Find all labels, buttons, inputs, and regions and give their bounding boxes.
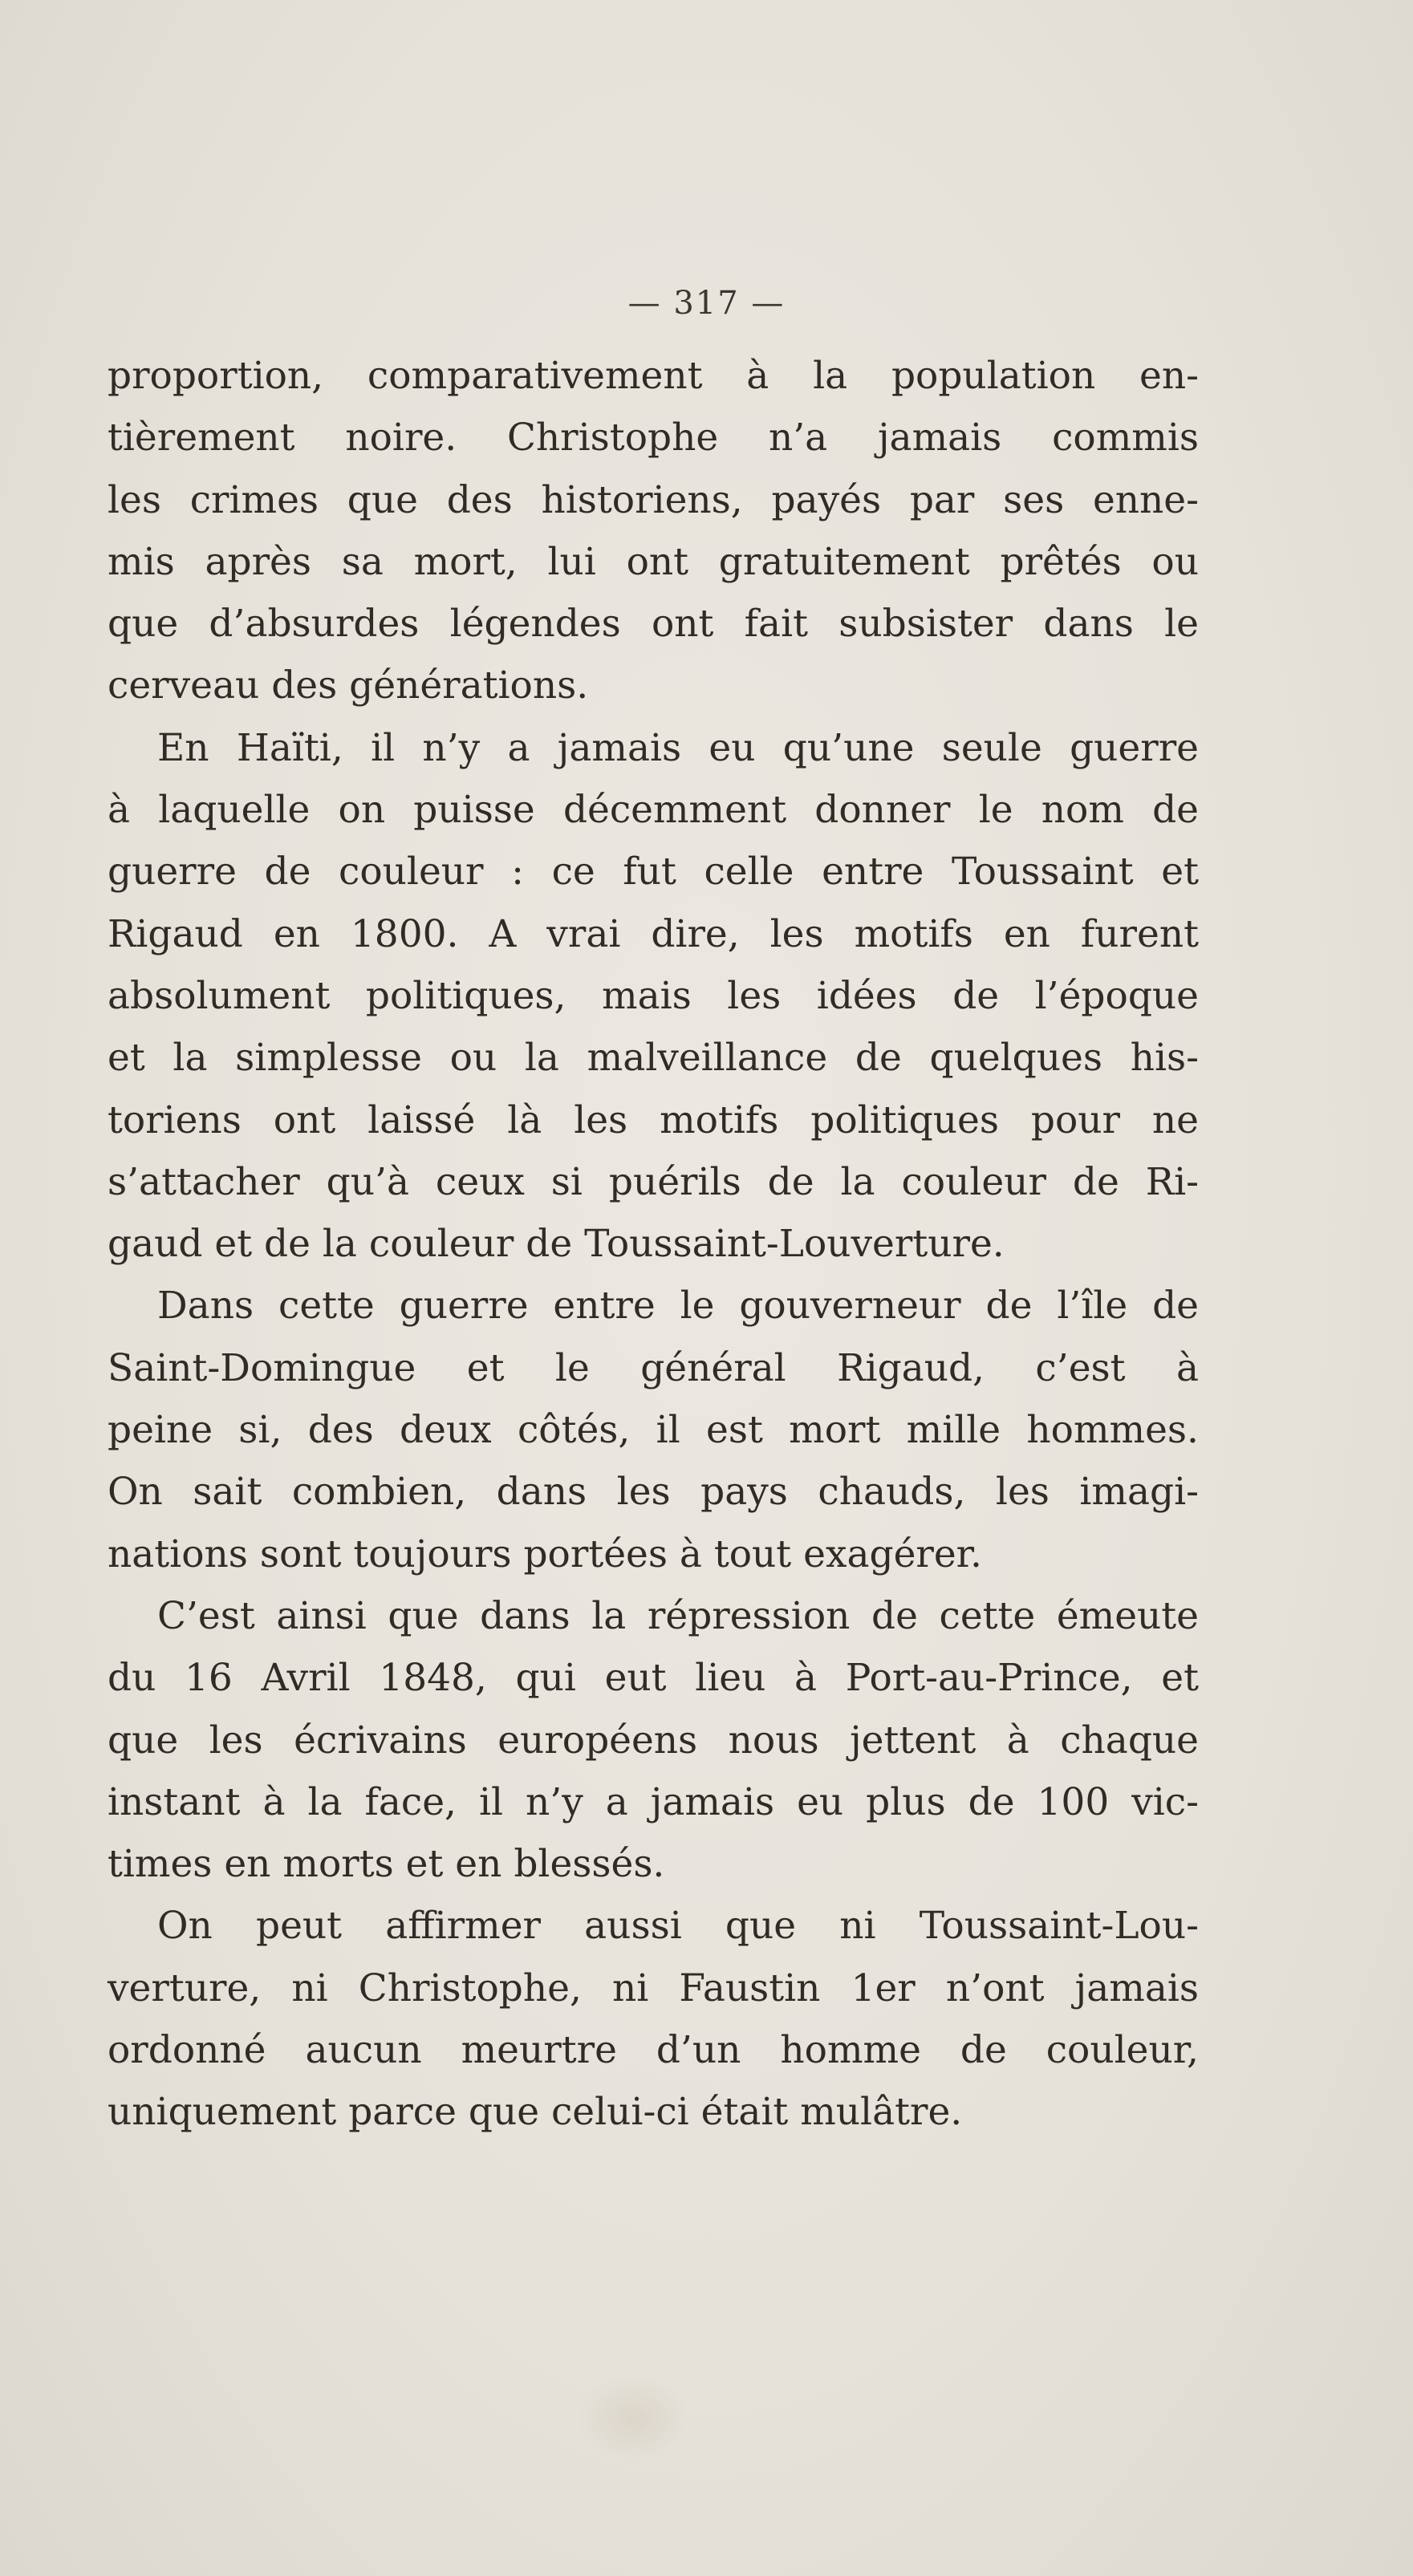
text-line: toriens ont laissé là les motifs politiques pour ne [108,1097,1199,1142]
text-line: verture, ni Christophe, ni Faustin 1er n’ont jamais [108,1965,1199,2010]
text-line: absolument politiques, mais les idées de l’époque [108,973,1199,1018]
text-line: times en morts et en blessés. [108,1842,665,1887]
text-line: et la simplesse ou la malveillance de quelques his- [108,1036,1199,1081]
text-line: mis après sa mort, lui ont gratuitement prêtés ou [108,539,1199,584]
text-line: C’est ainsi que dans la répression de cette émeute [157,1593,1199,1638]
text-line: Saint-Domingue et le général Rigaud, c’est à [108,1345,1199,1390]
paper-stain [578,2375,690,2463]
text-line: Rigaud en 1800. A vrai dire, les motifs en furent [108,911,1199,956]
text-line: que les écrivains européens nous jettent à chaque [108,1718,1199,1763]
text-line: ordonné aucun meurtre d’un homme de couleur, [108,2028,1199,2073]
text-line: guerre de couleur : ce fut celle entre Toussaint et [108,850,1199,895]
text-line: cerveau des générations. [108,663,589,708]
text-line: On sait combien, dans les pays chauds, les imagi- [108,1470,1199,1515]
text-line: s’attacher qu’à ceux si puérils de la couleur de Ri- [108,1159,1199,1204]
page-number: — 317 — [627,285,786,322]
text-line: nations sont toujours portées à tout exagérer. [108,1531,982,1576]
text-line: instant à la face, il n’y a jamais eu plus de 100 vic- [108,1779,1199,1824]
text-line: les crimes que des historiens, payés par ses enne- [108,477,1199,522]
text-line: que d’absurdes légendes ont fait subsister dans le [108,602,1199,647]
body-text [108,345,1199,2144]
text-line: gaud et de la couleur de Toussaint-Louverture. [108,1222,1005,1267]
text-line: En Haïti, il n’y a jamais eu qu’une seule guerre [157,725,1199,770]
text-line: proportion, comparativement à la population en- [108,354,1199,398]
text-line: On peut affirmer aussi que ni Toussaint-Lou- [157,1904,1199,1949]
text-line: du 16 Avril 1848, qui eut lieu à Port-au-Prince, et [108,1656,1199,1701]
text-line: Dans cette guerre entre le gouverneur de l’île de [157,1284,1199,1329]
text-line: peine si, des deux côtés, il est mort mille hommes. [108,1408,1199,1453]
text-line: uniquement parce que celui-ci était mulâtre. [108,2090,963,2135]
text-line: à laquelle on puisse décemment donner le nom de [108,788,1199,833]
text-line: tièrement noire. Christophe n’a jamais commis [108,416,1199,460]
